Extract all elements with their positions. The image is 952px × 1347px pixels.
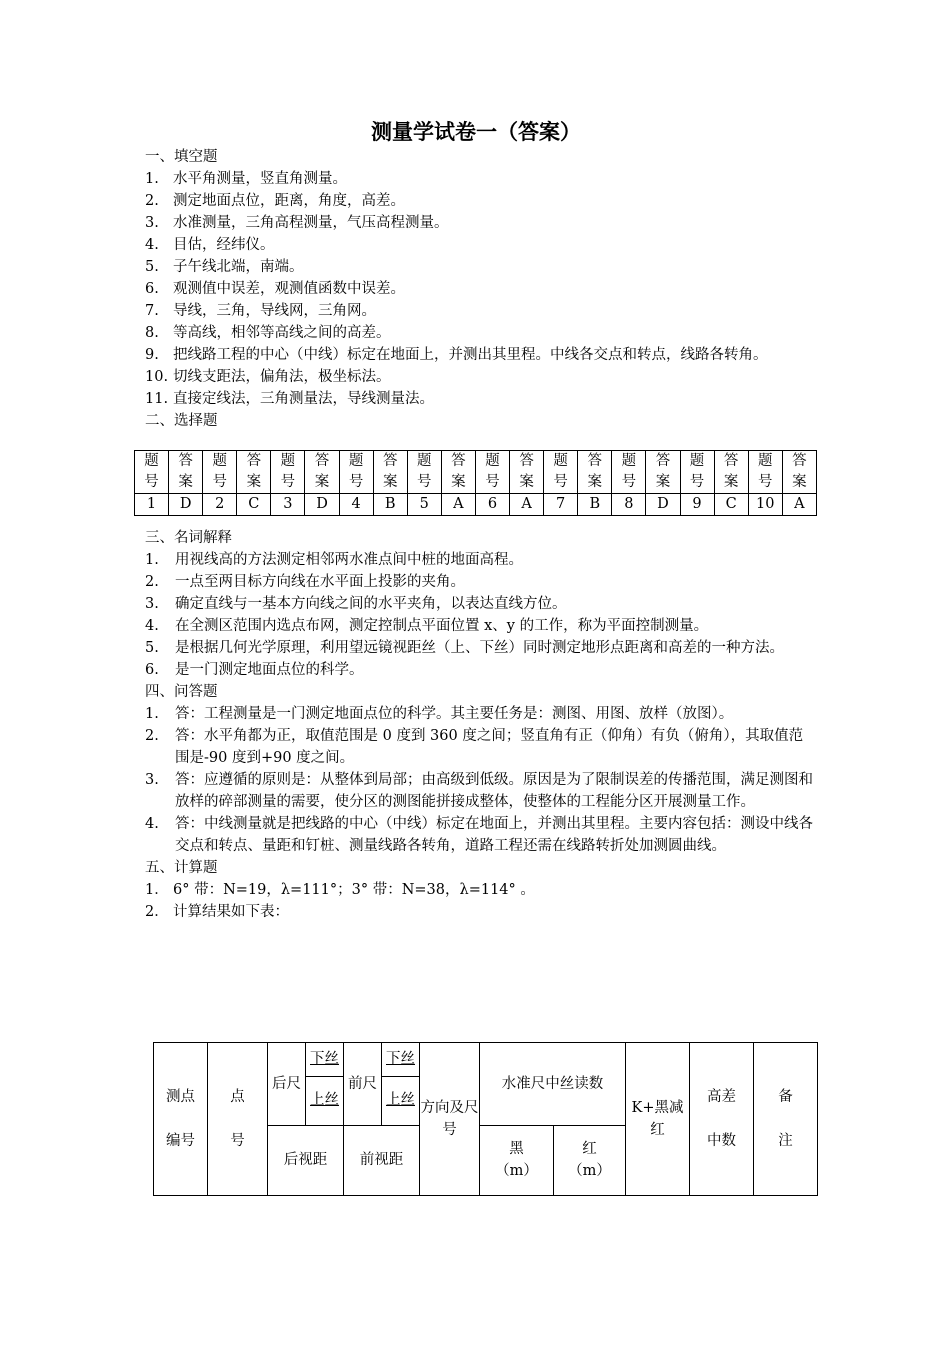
list-item — [145, 901, 817, 923]
list-item — [145, 813, 817, 857]
back-upper-header: 上丝 — [306, 1077, 344, 1125]
table-cell — [714, 451, 748, 494]
list-item — [145, 593, 817, 615]
cell-text: 案 — [246, 474, 262, 490]
cell-text: 黑 — [509, 1141, 524, 1158]
table-cell — [271, 451, 305, 494]
cell-text: 号 — [485, 474, 500, 490]
item-number: 10. — [145, 369, 169, 385]
table-cell — [578, 451, 612, 494]
item-number: 3. — [145, 596, 159, 612]
section-heading: 一、填空题 — [145, 149, 218, 165]
item-number: 2. — [145, 193, 159, 209]
list-item — [145, 659, 817, 681]
question-number: 6 — [475, 494, 509, 516]
back-distance-header: 后视距 — [268, 1125, 344, 1195]
item-text: 答：工程测量是一门测定地面点位的科学。其主要任务是：测图、用图、放样（放图）。 — [175, 706, 734, 722]
section-fill — [145, 146, 817, 432]
back-lower-header: 下丝 — [306, 1043, 344, 1077]
cell-text: 备 — [778, 1089, 793, 1105]
cell-text: 题 — [280, 453, 296, 469]
table-cell — [407, 451, 441, 494]
table-cell — [441, 451, 475, 494]
list-item — [145, 322, 817, 344]
cell-text: 号 — [689, 474, 705, 490]
item-text: 答：应遵循的原则是：从整体到局部；由高级到低级。原因是为了限制误差的传播范围，满足测图和放样的碎部测量的需要，使分区的测图能拼接成整体，使整体的工程能分区开展测量工作。 — [175, 772, 813, 810]
cell-text: 号 — [621, 474, 637, 490]
table-cell — [680, 451, 714, 494]
item-text: 用视线高的方法测定相邻两水准点间中桩的地面高程。 — [175, 552, 523, 568]
item-text: 答：水平角都为正，取值范围是 0 度到 360 度之间；竖直角有正（仰角）有负（俯角），其取值范围是-90 度到+90 度之间。 — [175, 728, 804, 766]
section-rest — [145, 527, 817, 923]
height-diff-header — [690, 1043, 754, 1196]
question-number: 8 — [612, 494, 646, 516]
answer-letter: D — [169, 494, 203, 516]
item-number: 1． — [145, 882, 169, 898]
table-cell — [475, 451, 509, 494]
question-number: 3 — [271, 494, 305, 516]
cell-text: 题 — [144, 453, 159, 469]
cell-text: 答 — [178, 453, 193, 469]
item-number: 9. — [145, 347, 159, 363]
list-item — [145, 234, 817, 256]
item-text: 切线支距法，偏角法，极坐标法。 — [173, 369, 391, 385]
answer-letter: A — [782, 494, 816, 516]
cell-text: 题 — [757, 453, 773, 469]
table-cell — [203, 451, 237, 494]
cell-text: 编号 — [166, 1133, 195, 1149]
k-black-red-header: K+黑减红 — [626, 1043, 690, 1196]
list-item — [145, 300, 817, 322]
list-item — [145, 703, 817, 725]
cell-text: 案 — [723, 474, 739, 490]
answer-letter: D — [305, 494, 339, 516]
table-cell — [782, 451, 816, 494]
item-text: 答：中线测量就是把线路的中心（中线）标定在地面上，并测出其里程。主要内容包括：测设中线各交点和转点、量距和钉桩、测量线路各转角，道路工程还需在线路转折处加测圆曲线。 — [175, 816, 813, 854]
question-number: 10 — [748, 494, 782, 516]
item-number: 11. — [145, 391, 169, 407]
list-item — [145, 366, 817, 388]
station-header — [154, 1043, 208, 1196]
cell-text: 测点 — [166, 1089, 195, 1105]
item-number: 1. — [145, 171, 159, 187]
table-row — [135, 494, 817, 516]
list-item — [145, 769, 817, 813]
table-cell — [339, 451, 373, 494]
question-number: 1 — [135, 494, 169, 516]
list-item — [145, 190, 817, 212]
cell-text: 答 — [246, 453, 262, 469]
table-cell — [748, 451, 782, 494]
table-cell — [305, 451, 339, 494]
list-item — [145, 615, 817, 637]
item-text: 水准测量，三角高程测量，气压高程测量。 — [173, 215, 449, 231]
list-item — [145, 278, 817, 300]
list-item — [145, 212, 817, 234]
item-number: 4. — [145, 237, 159, 253]
item-number: 3. — [145, 772, 159, 788]
item-text: 子午线北端，南端。 — [173, 259, 304, 275]
cell-text: 案 — [519, 474, 534, 490]
cell-text: 答 — [792, 453, 807, 469]
cell-text: 号 — [348, 474, 364, 490]
item-text: 等高线，相邻等高线之间的高差。 — [173, 325, 391, 341]
answer-letter: A — [510, 494, 544, 516]
cell-text: 题 — [348, 453, 364, 469]
item-text: 直接定线法，三角测量法，导线测量法。 — [173, 391, 434, 407]
cell-text: 案 — [587, 474, 603, 490]
cell-text: 答 — [723, 453, 739, 469]
cell-text: 题 — [417, 453, 432, 469]
question-number: 9 — [680, 494, 714, 516]
item-number: 5. — [145, 640, 159, 656]
table-cell — [135, 451, 169, 494]
item-text: 水平角测量，竖直角测量。 — [173, 171, 347, 187]
table-cell — [612, 451, 646, 494]
item-text: 观测值中误差，观测值函数中误差。 — [173, 281, 405, 297]
answer-letter: B — [578, 494, 612, 516]
cell-text: 号 — [553, 474, 568, 490]
cell-text: 答 — [314, 453, 330, 469]
item-text: 一点至两目标方向线在水平面上投影的夹角。 — [175, 574, 465, 590]
item-number: 8. — [145, 325, 159, 341]
front-rod-header: 前尺 — [344, 1043, 382, 1126]
question-number: 7 — [544, 494, 578, 516]
note-header — [754, 1043, 818, 1196]
point-header — [208, 1043, 268, 1196]
section-heading: 二、选择题 — [145, 413, 218, 429]
cell-text: 答 — [519, 453, 534, 469]
cell-text: 案 — [382, 474, 398, 490]
cell-text: 答 — [587, 453, 603, 469]
table-cell — [237, 451, 271, 494]
red-header — [554, 1125, 626, 1195]
cell-text: （m） — [495, 1163, 538, 1180]
cell-text: 答 — [382, 453, 398, 469]
back-rod-header: 后尺 — [268, 1043, 306, 1126]
reading-header: 水准尺中丝读数 — [480, 1043, 626, 1126]
cell-text: 号 — [280, 474, 296, 490]
cell-text: 题 — [689, 453, 705, 469]
cell-text: 案 — [314, 474, 330, 490]
front-lower-header: 下丝 — [382, 1043, 420, 1077]
list-item — [145, 637, 817, 659]
table-cell — [646, 451, 680, 494]
front-upper-header: 上丝 — [382, 1077, 420, 1125]
item-number: 6. — [145, 281, 159, 297]
list-item — [145, 725, 817, 769]
section-heading: 五、计算题 — [145, 860, 218, 876]
item-number: 1. — [145, 706, 159, 722]
answer-letter: B — [373, 494, 407, 516]
cell-text: 答 — [655, 453, 671, 469]
cell-text: 号 — [230, 1133, 245, 1149]
item-text: 测定地面点位，距离，角度，高差。 — [173, 193, 405, 209]
question-number: 4 — [339, 494, 373, 516]
cell-text: 高差 — [707, 1089, 736, 1105]
answer-letter: D — [646, 494, 680, 516]
list-item — [145, 168, 817, 190]
item-number: 2. — [145, 574, 159, 590]
cell-text: 案 — [792, 474, 807, 490]
level-survey-table — [153, 1042, 818, 1196]
cell-text: 答 — [451, 453, 466, 469]
answer-letter: A — [441, 494, 475, 516]
choice-answer-table — [134, 450, 817, 516]
list-item — [145, 571, 817, 593]
cell-text: 案 — [451, 474, 466, 490]
list-item — [145, 879, 817, 901]
item-text: 计算结果如下表： — [173, 904, 289, 920]
black-header — [480, 1125, 554, 1195]
list-item — [145, 344, 817, 366]
question-number: 5 — [407, 494, 441, 516]
table-cell — [544, 451, 578, 494]
table-cell — [510, 451, 544, 494]
item-number: 2． — [145, 904, 169, 920]
item-number: 2. — [145, 728, 159, 744]
cell-text: 点 — [230, 1089, 245, 1105]
item-number: 4. — [145, 618, 159, 634]
section-heading: 三、名词解释 — [145, 530, 232, 546]
list-item — [145, 256, 817, 278]
cell-text: 案 — [178, 474, 193, 490]
item-text: 导线，三角，导线网，三角网。 — [173, 303, 376, 319]
item-text: 在全测区范围内选点布网，测定控制点平面位置 x、y 的工作，称为平面控制测量。 — [175, 618, 709, 634]
cell-text: 题 — [553, 453, 568, 469]
item-text: 目估，经纬仪。 — [173, 237, 275, 253]
item-text: 确定直线与一基本方向线之间的水平夹角，以表达直线方位。 — [175, 596, 567, 612]
section-heading: 四、问答题 — [145, 684, 218, 700]
page-title: 测量学试卷一（答案） — [371, 120, 581, 144]
item-text: 是根据几何光学原理，利用望远镜视距丝（上、下丝）同时测定地形点距离和高差的一种方法。 — [175, 640, 784, 656]
item-number: 5. — [145, 259, 159, 275]
item-number: 3. — [145, 215, 159, 231]
answer-letter: C — [714, 494, 748, 516]
answer-letter: C — [237, 494, 271, 516]
cell-text: （m） — [568, 1163, 611, 1180]
table-cell — [373, 451, 407, 494]
cell-text: 题 — [621, 453, 637, 469]
item-number: 7. — [145, 303, 159, 319]
item-number: 4. — [145, 816, 159, 832]
cell-text: 红 — [582, 1141, 597, 1158]
cell-text: 号 — [212, 474, 227, 490]
list-item — [145, 388, 817, 410]
cell-text: 号 — [757, 474, 773, 490]
list-item — [145, 549, 817, 571]
cell-text: 案 — [655, 474, 671, 490]
question-number: 2 — [203, 494, 237, 516]
table-row — [154, 1043, 818, 1077]
item-number: 6. — [145, 662, 159, 678]
table-cell — [169, 451, 203, 494]
cell-text: 中数 — [707, 1133, 736, 1149]
cell-text: 题 — [485, 453, 500, 469]
table-row — [135, 451, 817, 494]
cell-text: 题 — [212, 453, 227, 469]
direction-header: 方向及尺号 — [420, 1043, 480, 1196]
cell-text: 号 — [144, 474, 159, 490]
item-text: 6° 带：N=19，λ=111°；3° 带：N=38，λ=114° 。 — [173, 882, 535, 898]
item-text: 是一门测定地面点位的科学。 — [175, 662, 364, 678]
cell-text: 注 — [778, 1133, 793, 1149]
front-distance-header: 前视距 — [344, 1125, 420, 1195]
item-number: 1. — [145, 552, 159, 568]
item-text: 把线路工程的中心（中线）标定在地面上，并测出其里程。中线各交点和转点，线路各转角。 — [173, 347, 768, 363]
cell-text: 号 — [417, 474, 432, 490]
